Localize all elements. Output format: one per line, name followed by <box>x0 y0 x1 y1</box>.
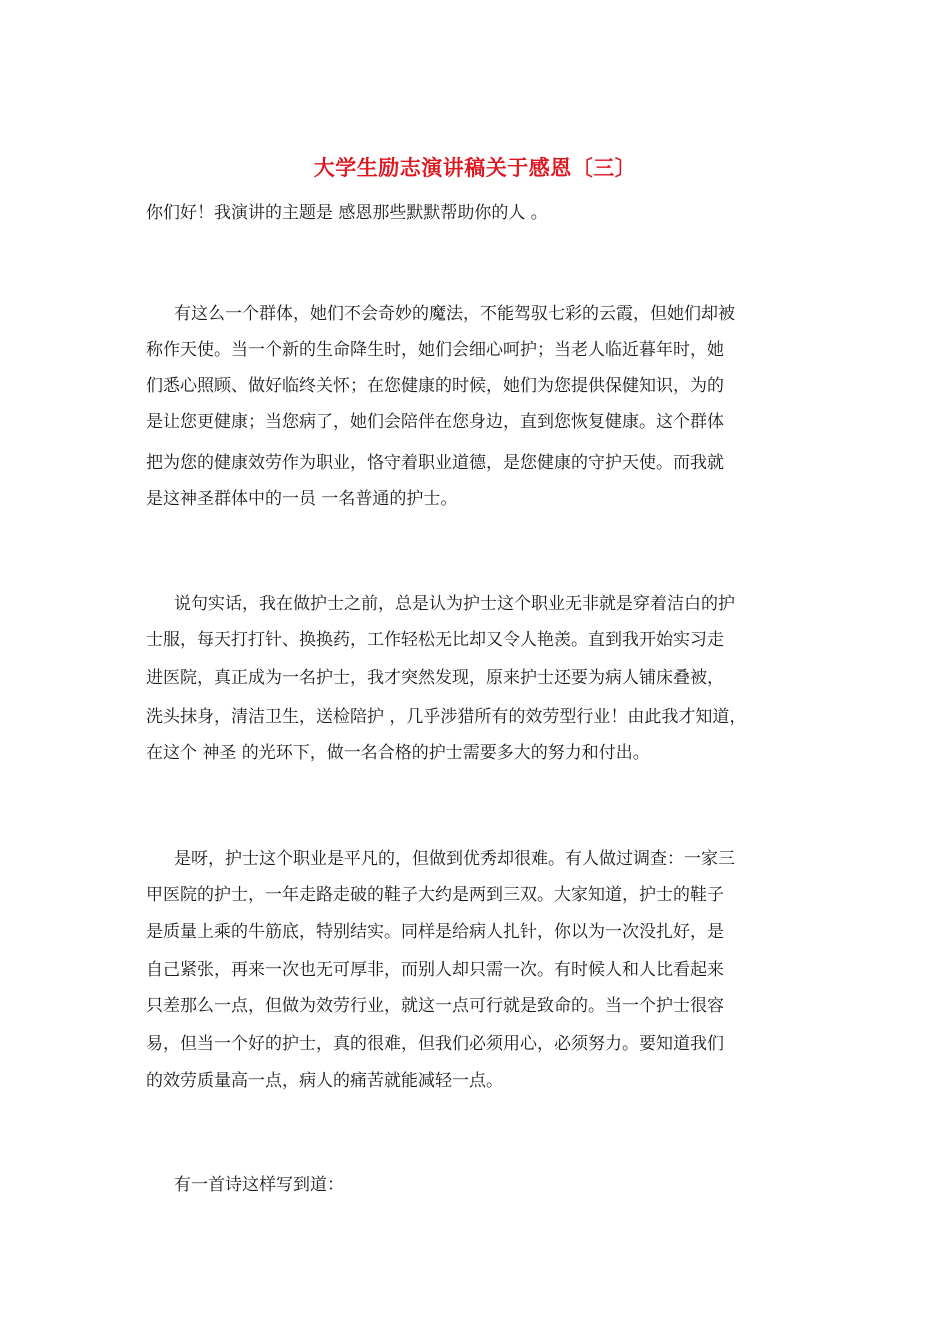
paragraph-line: 是质量上乘的牛筋底，特别结实。同样是给病人扎针，你以为一次没扎好，是 <box>146 922 724 942</box>
greeting-line: 你们好！我演讲的主题是 感恩那些默默帮助你的人 。 <box>146 203 548 223</box>
paragraph-line: 是呀，护士这个职业是平凡的，但做到优秀却很难。有人做过调查：一家三 <box>174 849 735 869</box>
paragraph-line: 称作天使。当一个新的生命降生时，她们会细心呵护；当老人临近暮年时，她 <box>146 340 724 360</box>
paragraph-line: 是这神圣群体中的一员 一名普通的护士。 <box>146 489 458 509</box>
paragraph-line: 的效劳质量高一点，病人的痛苦就能减轻一点。 <box>146 1071 503 1091</box>
paragraph-line: 们悉心照顾、做好临终关怀；在您健康的时候，她们为您提供保健知识，为的 <box>146 376 724 396</box>
paragraph-line: 把为您的健康效劳作为职业，恪守着职业道德，是您健康的守护天使。而我就 <box>146 453 724 473</box>
paragraph-line: 洗头抹身，清洁卫生，送检陪护 ，几乎涉猎所有的效劳型行业！由此我才知道， <box>146 707 747 727</box>
paragraph-line: 说句实话，我在做护士之前，总是认为护士这个职业无非就是穿着洁白的护 <box>174 594 735 614</box>
paragraph-line: 进医院，真正成为一名护士，我才突然发现，原来护士还要为病人铺床叠被， <box>146 668 724 688</box>
paragraph-line: 只差那么一点，但做为效劳行业，就这一点可行就是致命的。当一个护士很容 <box>146 996 724 1016</box>
paragraph-line: 在这个 神圣 的光环下，做一名合格的护士需要多大的努力和付出。 <box>146 743 650 763</box>
paragraph-line: 自己紧张，再来一次也无可厚非，而别人却只需一次。有时候人和人比看起来 <box>146 960 724 980</box>
paragraph-line: 有这么一个群体，她们不会奇妙的魔法，不能驾驭七彩的云霞，但她们却被 <box>174 304 735 324</box>
paragraph-line: 是让您更健康；当您病了，她们会陪伴在您身边，直到您恢复健康。这个群体 <box>146 412 724 432</box>
paragraph-line: 士服，每天打打针、换换药，工作轻松无比却又令人艳羡。直到我开始实习走 <box>146 630 724 650</box>
paragraph-line: 易，但当一个好的护士，真的很难，但我们必须用心，必须努力。要知道我们 <box>146 1034 724 1054</box>
paragraph-line: 有一首诗这样写到道： <box>174 1175 344 1195</box>
paragraph-line: 甲医院的护士，一年走路走破的鞋子大约是两到三双。大家知道，护士的鞋子 <box>146 885 724 905</box>
document-title: 大学生励志演讲稿关于感恩〔三〕 <box>313 155 637 180</box>
